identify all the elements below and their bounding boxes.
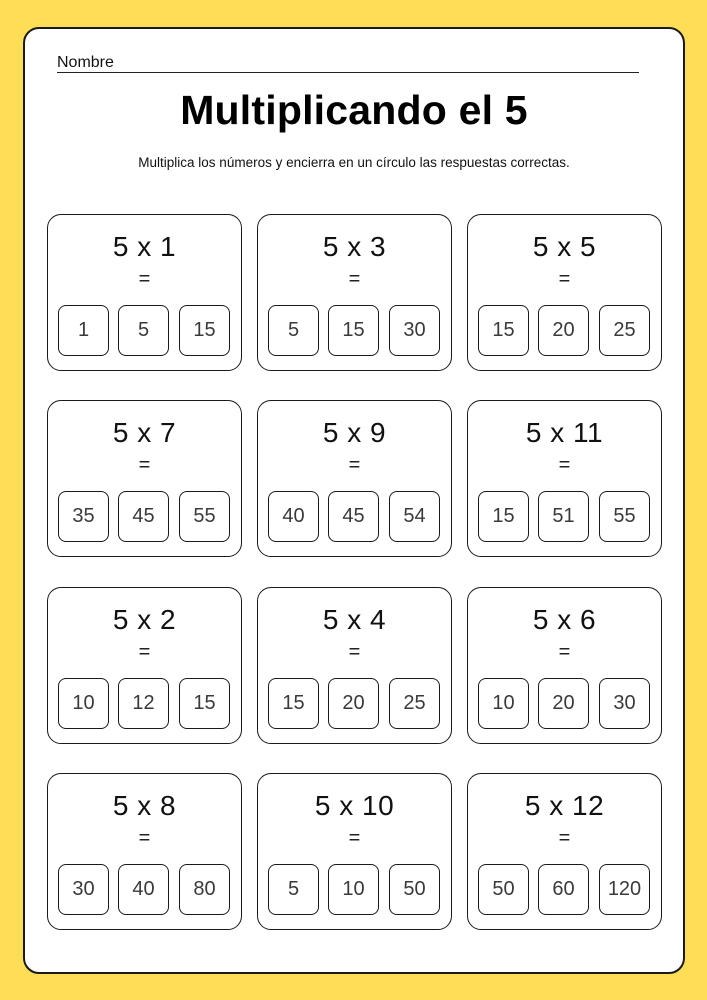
answer-option[interactable]: 5 <box>118 305 169 356</box>
problem-expression: 5 x 7 <box>112 417 177 448</box>
problem-card <box>257 400 452 557</box>
answer-option[interactable]: 55 <box>599 491 650 542</box>
answer-option[interactable]: 45 <box>118 491 169 542</box>
answer-option[interactable]: 12 <box>118 678 169 729</box>
answer-option[interactable]: 30 <box>389 305 440 356</box>
answer-option[interactable]: 51 <box>538 491 589 542</box>
problem-card <box>467 214 662 371</box>
problem-expression: 5 x 9 <box>322 417 387 448</box>
problem-card <box>257 214 452 371</box>
equals-sign: = <box>558 827 571 849</box>
answer-option[interactable]: 15 <box>179 678 230 729</box>
answer-option[interactable]: 1 <box>58 305 109 356</box>
problem-card <box>257 587 452 744</box>
instructions: Multiplica los números y encierra en un círculo las respuestas correctas. <box>138 155 570 170</box>
equals-sign: = <box>558 641 571 663</box>
problem-expression: 5 x 10 <box>314 790 395 821</box>
problem-expression: 5 x 4 <box>322 604 387 635</box>
answer-option[interactable]: 15 <box>478 305 529 356</box>
answer-options <box>268 491 441 543</box>
answer-option[interactable]: 25 <box>389 678 440 729</box>
answer-options <box>58 491 231 543</box>
problem-card <box>47 587 242 744</box>
answer-option[interactable]: 15 <box>328 305 379 356</box>
problem-card <box>47 773 242 930</box>
problem-card <box>467 400 662 557</box>
equals-sign: = <box>138 827 151 849</box>
problem-expression: 5 x 3 <box>322 231 387 262</box>
answer-options <box>268 678 441 730</box>
answer-options <box>268 305 441 357</box>
answer-options <box>478 305 651 357</box>
answer-option[interactable]: 5 <box>268 864 319 915</box>
answer-option[interactable]: 35 <box>58 491 109 542</box>
answer-options <box>58 305 231 357</box>
problem-card <box>47 400 242 557</box>
problem-expression: 5 x 1 <box>112 231 177 262</box>
answer-option[interactable]: 10 <box>328 864 379 915</box>
problem-card <box>467 587 662 744</box>
problem-card <box>47 214 242 371</box>
answer-option[interactable]: 80 <box>179 864 230 915</box>
answer-option[interactable]: 25 <box>599 305 650 356</box>
problem-expression: 5 x 2 <box>112 604 177 635</box>
equals-sign: = <box>558 454 571 476</box>
answer-option[interactable]: 15 <box>478 491 529 542</box>
answer-options <box>478 491 651 543</box>
equals-sign: = <box>348 454 361 476</box>
answer-options <box>478 678 651 730</box>
problem-card <box>257 773 452 930</box>
answer-option[interactable]: 60 <box>538 864 589 915</box>
answer-option[interactable]: 30 <box>599 678 650 729</box>
answer-option[interactable]: 45 <box>328 491 379 542</box>
answer-options <box>268 864 441 916</box>
problem-expression: 5 x 6 <box>532 604 597 635</box>
answer-option[interactable]: 20 <box>328 678 379 729</box>
name-label: Nombre <box>57 54 114 71</box>
problem-expression: 5 x 8 <box>112 790 177 821</box>
problem-expression: 5 x 5 <box>532 231 597 262</box>
answer-option[interactable]: 54 <box>389 491 440 542</box>
equals-sign: = <box>138 268 151 290</box>
equals-sign: = <box>348 641 361 663</box>
problem-expression: 5 x 12 <box>524 790 605 821</box>
answer-options <box>58 678 231 730</box>
answer-option[interactable]: 50 <box>389 864 440 915</box>
answer-option[interactable]: 15 <box>268 678 319 729</box>
problem-card <box>467 773 662 930</box>
equals-sign: = <box>138 641 151 663</box>
name-field[interactable] <box>57 53 639 73</box>
answer-option[interactable]: 5 <box>268 305 319 356</box>
worksheet <box>23 27 685 974</box>
equals-sign: = <box>558 268 571 290</box>
answer-option[interactable]: 20 <box>538 678 589 729</box>
answer-option[interactable]: 30 <box>58 864 109 915</box>
equals-sign: = <box>348 827 361 849</box>
answer-option[interactable]: 40 <box>268 491 319 542</box>
answer-options <box>478 864 651 916</box>
answer-options <box>58 864 231 916</box>
answer-option[interactable]: 20 <box>538 305 589 356</box>
answer-option[interactable]: 10 <box>58 678 109 729</box>
equals-sign: = <box>348 268 361 290</box>
page-title: Multiplicando el 5 <box>180 87 528 133</box>
problem-expression: 5 x 11 <box>525 417 604 448</box>
answer-option[interactable]: 50 <box>478 864 529 915</box>
equals-sign: = <box>138 454 151 476</box>
answer-option[interactable]: 40 <box>118 864 169 915</box>
answer-option[interactable]: 15 <box>179 305 230 356</box>
answer-option[interactable]: 10 <box>478 678 529 729</box>
answer-option[interactable]: 120 <box>599 864 650 915</box>
answer-option[interactable]: 55 <box>179 491 230 542</box>
